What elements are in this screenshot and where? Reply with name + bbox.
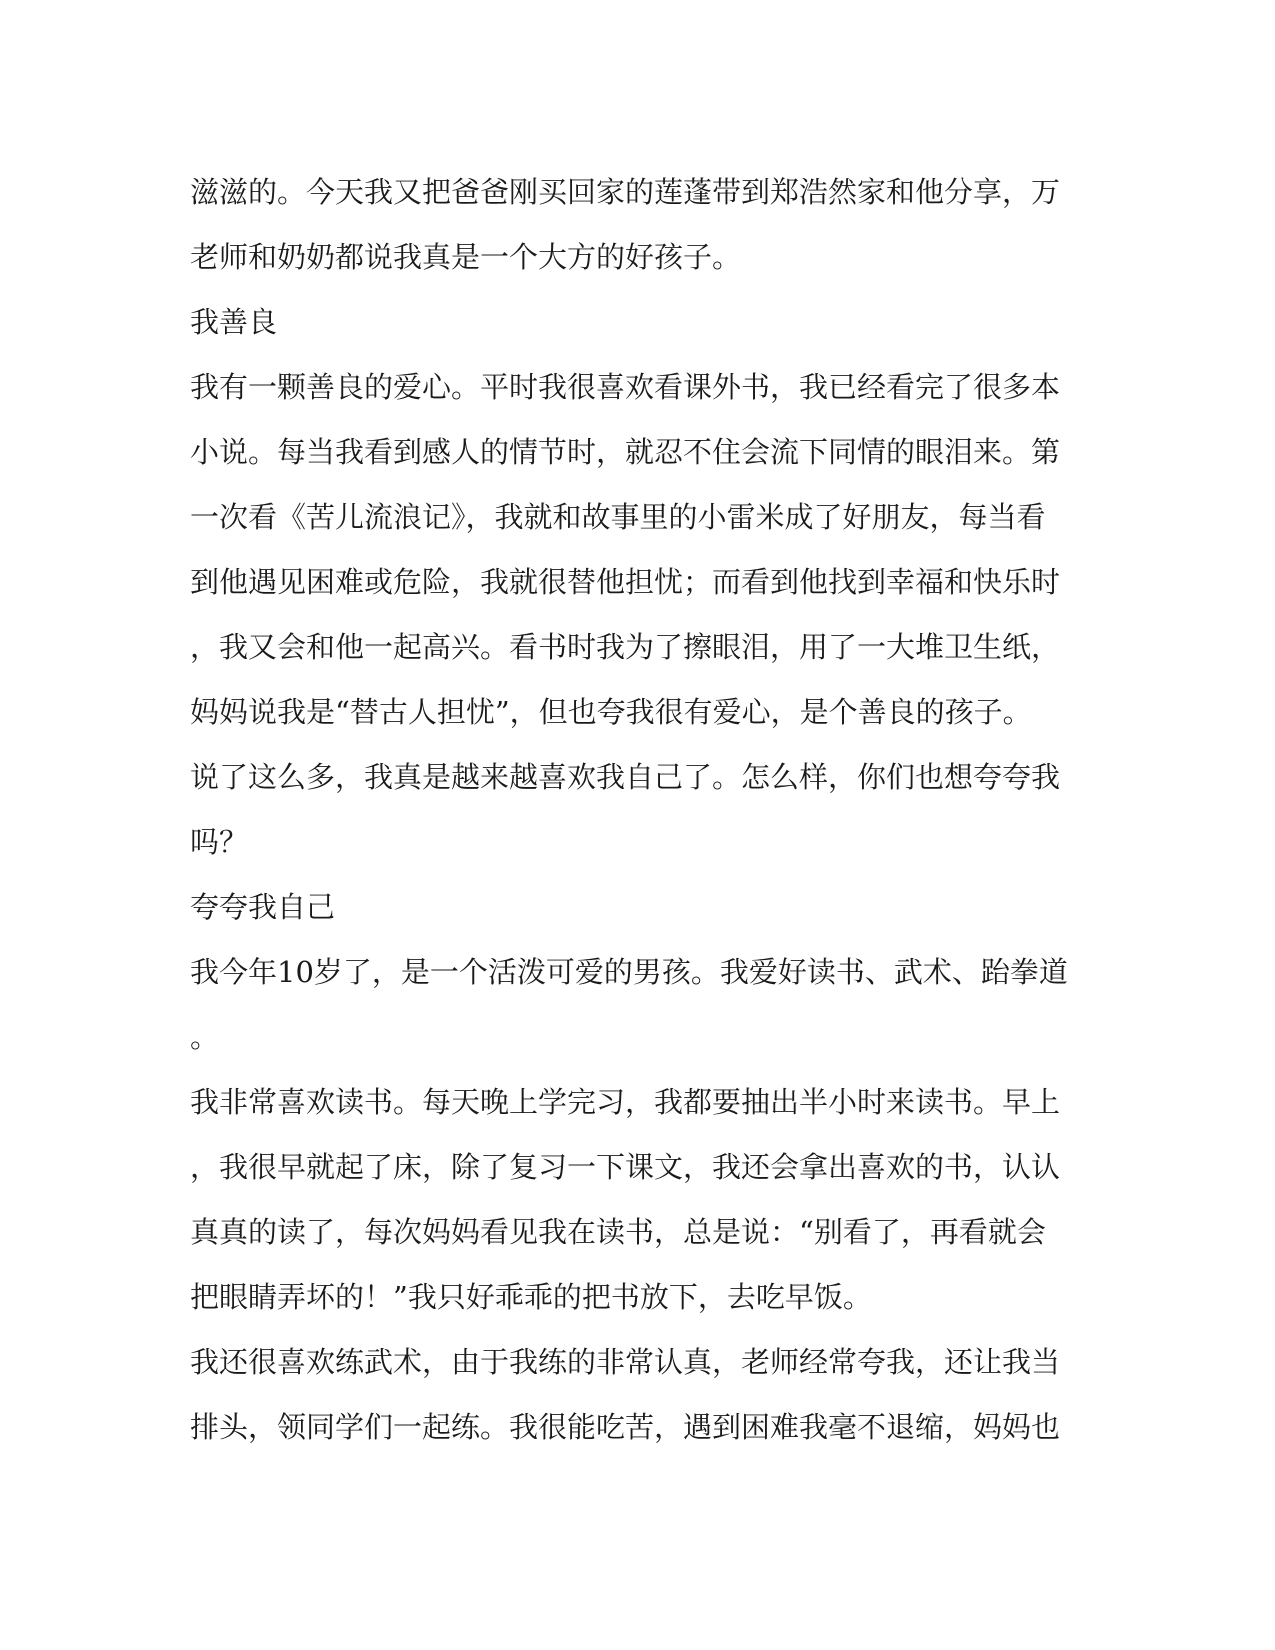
text-line: 老师和奶奶都说我真是一个大方的好孩子。 [190,240,742,274]
text-line: 我还很喜欢练武术，由于我练的非常认真，老师经常夸我，还让我当 [190,1345,1061,1379]
text-line: 滋滋的。今天我又把爸爸刚买回家的莲蓬带到郑浩然家和他分享，万 [190,175,1061,209]
text-line: 我有一颗善良的爱心。平时我很喜欢看课外书，我已经看完了很多本 [190,370,1061,404]
text-line: ，我很早就起了床，除了复习一下课文，我还会拿出喜欢的书，认认 [190,1150,1061,1184]
text-line: 吗？ [190,825,249,859]
text-line: 小说。每当我看到感人的情节时，就忍不住会流下同情的眼泪来。第 [190,435,1061,469]
text-line: 到他遇见困难或危险，我就很替他担忧；而看到他找到幸福和快乐时 [190,565,1061,599]
text-line: 。 [190,1020,220,1054]
section-heading: 我善良 [190,305,278,339]
text-line: 把眼睛弄坏的！”我只好乖乖的把书放下，去吃早饭。 [190,1280,872,1314]
section-heading: 夸夸我自己 [190,890,336,924]
text-line: 我今年10岁了，是一个活泼可爱的男孩。我爱好读书、武术、跆拳道 [190,955,1068,989]
text-line: 说了这么多，我真是越来越喜欢我自己了。怎么样，你们也想夸夸我 [190,760,1061,794]
text-line: 排头，领同学们一起练。我很能吃苦，遇到困难我毫不退缩，妈妈也 [190,1410,1061,1444]
document-body [190,160,1070,1460]
text-line: 一次看《苦儿流浪记》，我就和故事里的小雷米成了好朋友，每当看 [190,500,1046,534]
text-line: 真真的读了，每次妈妈看见我在读书，总是说：“别看了，再看就会 [190,1215,1046,1249]
text-line: 妈妈说我是“替古人担忧”，但也夸我很有爱心，是个善良的孩子。 [190,695,1032,729]
text-line: ，我又会和他一起高兴。看书时我为了擦眼泪，用了一大堆卫生纸， [190,630,1061,664]
text-line: 我非常喜欢读书。每天晚上学完习，我都要抽出半小时来读书。早上 [190,1085,1061,1119]
